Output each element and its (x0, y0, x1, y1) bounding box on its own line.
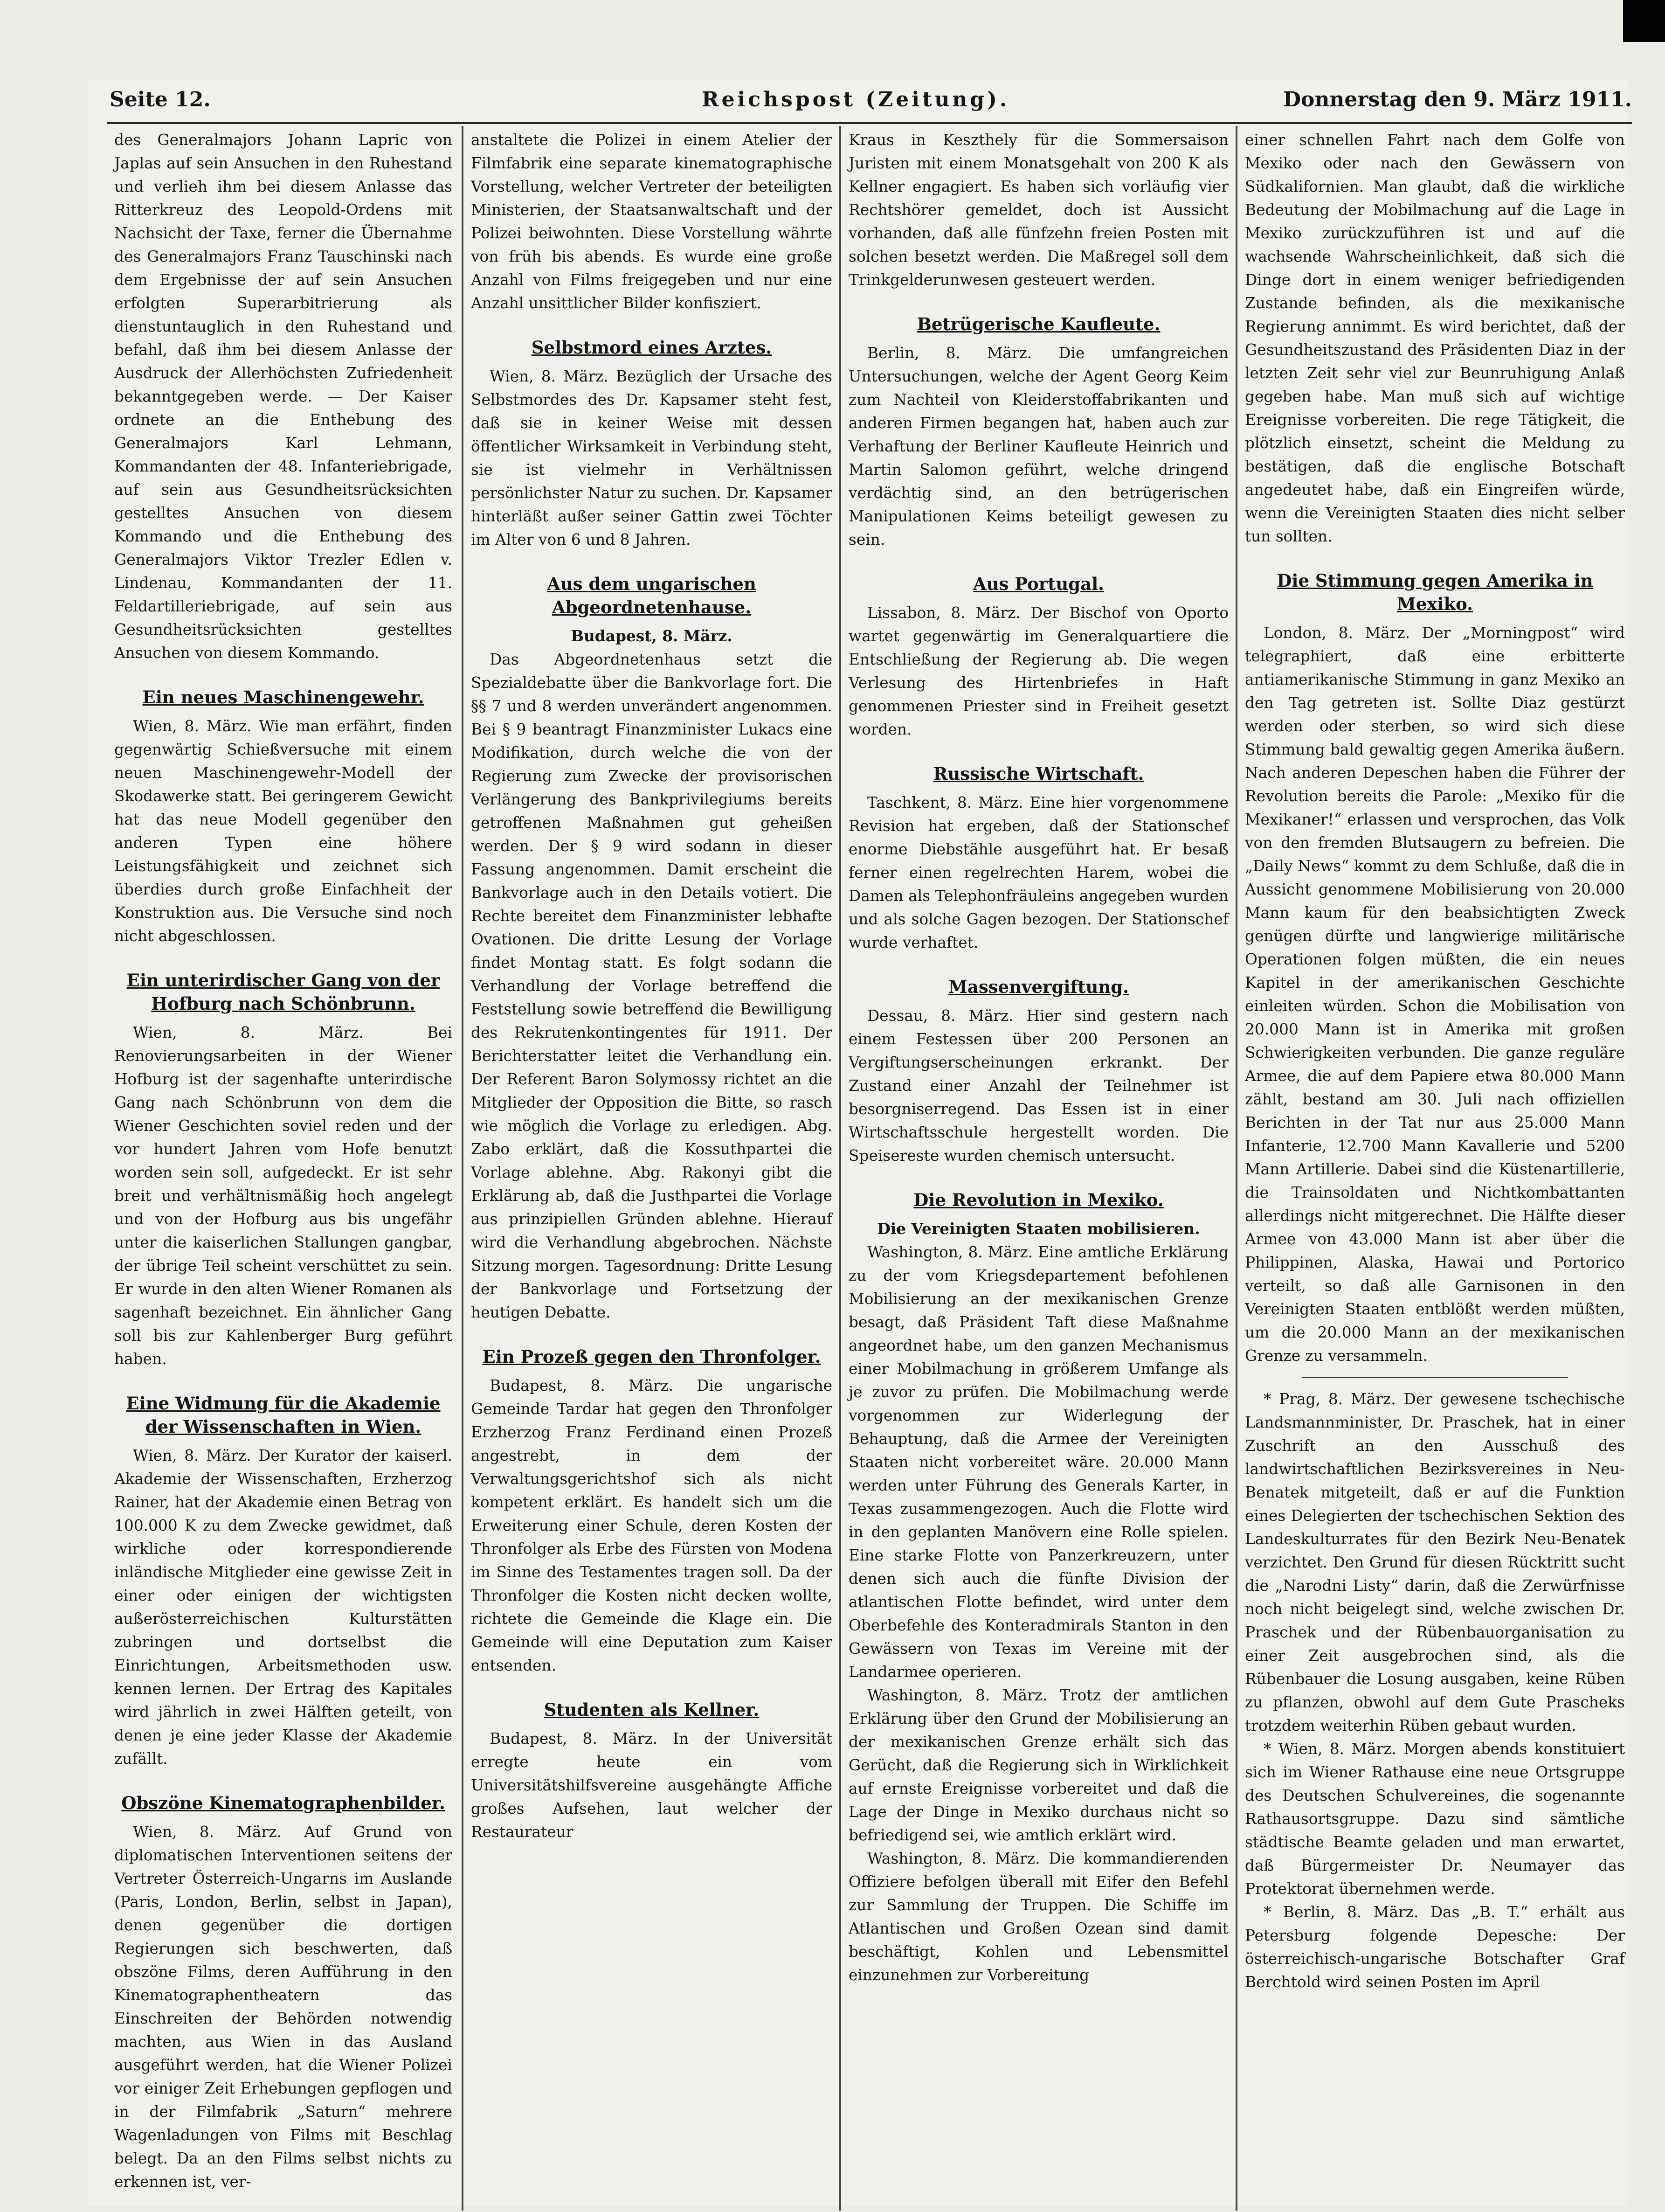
article-text: Wien, 8. März. Bei Renovierungsarbeiten in der Wiener Hofburg ist der sagenhafte unterirdische Gang nach Schönbrunn von dem die Wiener Geschichten soviel reden und der vor hundert Jahren vom Hofe benutzt worden sein soll, aufgedeckt. Er ist sehr breit und verhältnismäßig hoch angelegt und von der Hofburg aus bis ungefähr unter die kaiserlichen Stallungen gangbar, der übrige Teil scheint verschüttet zu sein. Er wurde in den alten Wiener Romanen als sagenhaft bezeichnet. Ein ähnlicher Gang soll bis zur Kahlenberger Burg geführt haben. (114, 1024, 452, 1368)
article-text: Washington, 8. März. Trotz der amtlichen Erklärung über den Grund der Mobilisierung an der mexikanischen Grenze erhält sich das Gerücht, daß die Regierung sich in Wirklichkeit auf ernste Ereignisse vorbereitet und daß die Lage der Dinge in Mexiko durchaus nicht so befriedigend sei, wie amtlich erklärt wird. (849, 1686, 1229, 1844)
article-heading: Ein neues Maschinengewehr. (142, 687, 424, 707)
article-text: * Berlin, 8. März. Das „B. T.“ erhält aus Petersburg folgende Depesche: Der österreichisch-ungarische Botschafter Graf Berchtold wird seinen Posten im April (1245, 1903, 1625, 1991)
article-heading: Betrügerische Kaufleute. (917, 314, 1161, 334)
article-text: * Wien, 8. März. Morgen abends konstituiert sich im Wiener Rathause eine neue Ortsgruppe des Deutschen Schulvereines, die sogenannte Rathausortsgruppe. Dazu sind sämtliche städtische Beamte geladen und man erwartet, daß Bürgermeister Dr. Neumayer das Protektorat übernehmen werde. (1245, 1740, 1625, 1898)
article-heading: Massenvergiftung. (948, 977, 1129, 997)
article-subheading: Die Vereinigten Staaten mobilisieren. (877, 1220, 1200, 1238)
column-3 (849, 128, 1229, 1987)
article-text: anstaltete die Polizei in einem Atelier der Filmfabrik eine separate kinematographische Vorstellung, welcher Vertreter der beteiligten Ministerien, der Staatsanwaltschaft und der Polizei beiwohnten. Diese Vorstellung währte von früh bis abends. Es wurde eine große Anzahl von Films freigegeben und nur eine Anzahl unsittlicher Bilder konfisziert. (471, 131, 832, 312)
page-header (110, 83, 1632, 120)
article-text: Berlin, 8. März. Die umfangreichen Untersuchungen, welche der Agent Georg Keim zum Nachteil von Kleiderstoffabrikanten und anderen Firmen begangen hat, haben auch zur Verhaftung der Berliner Kaufleute Heinrich und Martin Salomon geführt, welche dringend verdächtig sind, an den betrügerischen Manipulationen Keims beteiligt gewesen zu sein. (849, 344, 1229, 548)
header-rule (107, 122, 1632, 124)
article-text: Taschkent, 8. März. Eine hier vorgenommene Revision hat ergeben, daß der Stationschef enorme Diebstähle ausgeführt hat. Er besaß ferner einen regelrechten Harem, wobei die Damen als Telephonfräuleins angegeben wurden und als solche Gagen bezogen. Der Stationschef wurde verhaftet. (849, 794, 1229, 951)
article-heading: Aus Portugal. (973, 574, 1105, 594)
article-text: * Prag, 8. März. Der gewesene tschechische Landsmannminister, Dr. Praschek, hat in einer Zuschrift an den Ausschuß des landwirtschaftlichen Bezirksvereines in Neu-Benatek mitgeteilt, daß er auf die Funktion eines Delegierten der tschechischen Sektion des Landeskulturrates für den Bezirk Neu-Benatek verzichtet. Den Grund für diesen Rücktritt sucht die „Narodni Listy“ darin, daß die Zerwürfnisse noch nicht beigelegt sind, welche zwischen Dr. Praschek und der Rübenbauorganisation zu einer Zeit ausgebrochen sind, als die Rübenbauer die Losung ausgaben, keine Rüben zu pflanzen, obwohl auf dem Gute Prascheks trotzdem weiterhin Rüben gebaut wurden. (1245, 1390, 1625, 1734)
column-4 (1245, 128, 1625, 1994)
article-text: Das Abgeordnetenhaus setzt die Spezialdebatte über die Bankvorlage fort. Die §§ 7 und 8 werden unverändert angenommen. Bei § 9 beantragt Finanzminister Lukacs eine Modifikation, durch welche die von der Regierung zum Zwecke der provisorischen Verlängerung des Bankprivilegiums bereits getroffenen Maßnahmen gut geheißen werden. Der § 9 wird sodann in dieser Fassung angenommen. Damit erscheint die Bankvorlage auch in den Details votiert. Die Rechte bereitet dem Finanzminister lebhafte Ovationen. Die dritte Lesung der Vorlage findet Montag statt. Es folgt sodann die Verhandlung der Vorlage betreffend die Feststellung sowie betreffend die Bewilligung des Rekrutenkontingentes für 1911. Der Berichterstatter leitet die Verhandlung ein. Der Referent Baron Solymossy richtet an die Mitglieder der Opposition die Bitte, so rasch wie möglich die Vorlage zu erledigen. Abg. Zabo erklärt, daß die Kossuthpartei die Vorlage ablehne. Abg. Rakonyi gibt die Erklärung ab, daß die Justhpartei die Vorlage aus prinzipiellen Gründen ablehne. Hierauf wird die Verhandlung abgebrochen. Nächste Sitzung morgen. Tagesordnung: Dritte Lesung der Bankvorlage und Fortsetzung der heutigen Debatte. (471, 651, 832, 1321)
article-text: Dessau, 8. März. Hier sind gestern nach einem Festessen über 200 Personen an Vergiftungserscheinungen erkrankt. Der Zustand einer Anzahl der Teilnehmer ist besorgniserregend. Das Essen ist in einer Wirtschaftsschule hergestellt worden. Die Speisereste wurden chemisch untersucht. (849, 1007, 1229, 1165)
dateline: Budapest, 8. März. (571, 627, 732, 645)
column-2 (471, 128, 832, 1844)
article-heading: Ein Prozeß gegen den Thronfolger. (482, 1346, 821, 1367)
article-text: Washington, 8. März. Eine amtliche Erklärung zu der vom Kriegsdepartement befohlenen Mobilisierung an der mexikanischen Grenze besagt, daß Präsident Taft diese Maßnahme angeordnet habe, um den ganzen Mechanismus einer Mobilmachung in größerem Umfange als je zuvor zu prüfen. Die Mobilmachung werde vorgenommen zur Widerlegung der Behauptung, daß die Armee der Vereinigten Staaten nicht vorbereitet wäre. 20.000 Mann werden unter Führung des Generals Karter, in Texas zusammengezogen. Auch die Flotte wird in den geplanten Manövern eine Rolle spielen. Eine starke Flotte von Panzerkreuzern, unter denen sich auch die fünfte Division der atlantischen Flotte befindet, wird unter dem Oberbefehle des Konteradmirals Stanton in den Gewässern von Texas im Vereine mit der Landarmee operieren. (849, 1243, 1229, 1681)
article-heading: Studenten als Kellner. (544, 1699, 760, 1720)
section-divider (1302, 1377, 1568, 1378)
article-text: einer schnellen Fahrt nach dem Golfe von Mexiko oder nach den Gewässern von Südkalifornien. Man glaubt, daß die wirkliche Bedeutung der Mobilmachung auf die Lage in Mexiko zurückzuführen ist und auf die wachsende Wahrscheinlichkeit, daß sich die Dinge dort in einem weniger befriedigenden Zustande befinden, als die mexikanische Regierung annimmt. Es wird berichtet, daß der Gesundheitszustand des Präsidenten Diaz in der letzten Zeit sehr viel zur Beunruhigung Anlaß gegeben habe. Man muß sich auf wichtige Ereignisse vorbereiten. Die rege Tätigkeit, die plötzlich einsetzt, scheint die Meldung zu bestätigen, daß die englische Botschaft angedeutet habe, daß ein Eingreifen würde, wenn die Vereinigten Staaten dies nicht selber tun sollten. (1245, 131, 1625, 545)
article-text: Kraus in Keszthely für die Sommersaison Juristen mit einem Monatsgehalt von 200 K als Kellner engagiert. Es haben sich vorläufig vier Rechtshörer gemeldet, doch ist Aussicht vorhanden, daß alle fünfzehn freien Posten mit solchen besetzt werden. Die Maßregel soll dem Trinkgelderunwesen gesteuert werden. (849, 131, 1229, 289)
article-text: London, 8. März. Der „Morningpost“ wird telegraphiert, daß eine erbitterte antiamerikanische Stimmung in ganz Mexiko an den Tag getreten ist. Sollte Diaz gestürzt werden oder sterben, so wird sich diese Stimmung bald gewaltig gegen Amerika äußern. Nach anderen Depeschen haben die Führer der Revolution bereits die Parole: „Mexiko für die Mexikaner!“ erlassen und versprochen, das Volk von den fremden Blutsaugern zu befreien. Die „Daily News“ kommt zu dem Schluße, daß die in Aussicht genommene Mobilisierung von 20.000 Mann kaum für den beabsichtigten Zweck genügen dürfte und langwierige militärische Operationen folgen müßten, die ein neues Kapitel in der amerikanischen Geschichte einleiten würden. Schon die Mobilisation von 20.000 Mann ist in Amerika mit großen Schwierigkeiten verbunden. Die ganze reguläre Armee, die auf dem Papiere etwa 80.000 Mann zählt, bestand am 30. Juli nach offiziellen Berichten in der Tat nur aus 25.000 Mann Infanterie, 12.700 Mann Kavallerie und 5200 Mann Artillerie. Dabei sind die Küstenartillerie, die Trainsoldaten und Nichtkombattanten allerdings nicht mitgerechnet. Die Hälfte dieser Armee von 43.000 Mann ist aber über die Philippinen, Alaska, Hawai und Portorico verteilt, so daß alle Garnisonen in den Vereinigten Staaten entblößt werden müßten, um die 20.000 Mann an der mexikanischen Grenze zu versammeln. (1245, 624, 1625, 1365)
article-text: Wien, 8. März. Bezüglich der Ursache des Selbstmordes des Dr. Kapsamer steht fest, daß sie in keiner Weise mit dessen öffentlicher Wirksamkeit in Verbindung steht, sie ist vielmehr in Verhältnissen persönlichster Natur zu suchen. Dr. Kapsamer hinterläßt außer seiner Gattin zwei Töchter im Alter von 6 und 8 Jahren. (471, 368, 832, 548)
newspaper-title: Reichspost (Zeitung). (702, 88, 1010, 111)
article-text: Wien, 8. März. Auf Grund von diplomatischen Interventionen seitens der Vertreter Österreich-Ungarns im Auslande (Paris, London, Berlin, selbst in Japan), denen gegenüber die dortigen Regierungen sich beschwerten, daß obszöne Films, deren Aufführung in den Kinematographentheatern das Einschreiten der Behörden notwendig machten, aus Wien in das Ausland ausgeführt werden, hat die Wiener Polizei vor einiger Zeit Erhebungen gepflogen und in der Filmfabrik „Saturn“ mehrere Wagenladungen von Films mit Beschlag belegt. Da an den Films selbst nichts zu erkennen ist, ver- (114, 1823, 452, 2191)
article-text: Lissabon, 8. März. Der Bischof von Oporto wartet gegenwärtig im Generalquartiere die Entschließung der Regierung ab. Die wegen Verlesung des Hirtenbriefes in Haft genommenen Priester sind in Freiheit gesetzt worden. (849, 604, 1229, 738)
column-separator (462, 126, 463, 2211)
column-separator (839, 126, 841, 2211)
column-separator (1236, 126, 1237, 2211)
article-heading: Die Revolution in Mexiko. (913, 1190, 1164, 1210)
scan-corner-mark (1623, 0, 1665, 42)
article-text: Wien, 8. März. Wie man erfährt, finden gegenwärtig Schießversuche mit einem neuen Maschinengewehr-Modell der Skodawerke statt. Bei geringerem Gewicht hat das neue Modell gegenüber den anderen Typen eine höhere Leistungsfähigkeit und zeichnet sich überdies durch große Einfachheit der Konstruktion aus. Die Versuche sind noch nicht abgeschlossen. (114, 717, 452, 945)
article-heading: Die Stimmung gegen Amerika in Mexiko. (1277, 570, 1593, 614)
column-1 (114, 128, 452, 2193)
article-heading: Obszöne Kinematographenbilder. (121, 1793, 445, 1813)
article-text: des Generalmajors Johann Lapric von Japlas auf sein Ansuchen in den Ruhestand und verlieh ihm bei diesem Anlasse das Ritterkreuz des Leopold-Ordens mit Nachsicht der Taxe, ferner die Übernahme des Generalmajors Franz Tauschinski nach dem Ergebnisse der auf sein Ansuchen erfolgten Superarbitrierung als dienstuntauglich in den Ruhestand und befahl, daß ihm bei diesem Anlasse der Ausdruck der Allerhöchsten Zufriedenheit bekanntgegeben werde. — Der Kaiser ordnete an die Enthebung des Generalmajors Karl Lehmann, Kommandanten der 48. Infanteriebrigade, auf sein aus Gesundheitsrücksichten gestelltes Ansuchen von diesem Kommando und die Enthebung des Generalmajors Viktor Trezler Edlen v. Lindenau, Kommandanten der 11. Feldartilleriebrigade, auf sein aus Gesundheitsrücksichten gestelltes Ansuchen von diesem Kommando. (114, 131, 452, 662)
article-heading: Eine Widmung für die Akademie der Wissenschaften in Wien. (126, 1393, 441, 1437)
article-text: Wien, 8. März. Der Kurator der kaiserl. Akademie der Wissenschaften, Erzherzog Rainer, hat der Akademie einen Betrag von 100.000 K zu dem Zwecke gewidmet, daß wirkliche oder korrespondierende inländische Mitglieder eine gewisse Zeit in einer oder einigen der wichtigsten außerösterreichischen Kulturstätten zubringen und dortselbst die Einrichtungen, Arbeitsmethoden usw. kennen lernen. Der Ertrag des Kapitales wird jährlich in zwei Hälften geteilt, von denen je eine jeder Klasse der Akademie zufällt. (114, 1447, 452, 1768)
article-text: Budapest, 8. März. In der Universität erregte heute ein vom Universitätshilfsvereine ausgehängte Affiche großes Aufsehen, laut welcher der Restaurateur (471, 1730, 832, 1841)
issue-date: Donnerstag den 9. März 1911. (1283, 88, 1632, 111)
page-number: Seite 12. (110, 88, 211, 111)
article-text: Budapest, 8. März. Die ungarische Gemeinde Tardar hat gegen den Thronfolger Erzherzog Franz Ferdinand einen Prozeß angestrebt, in dem der Verwaltungsgerichtshof sich als nicht kompetent erklärt. Es handelt sich um die Erweiterung einer Schule, deren Kosten der Thronfolger als Erbe des Fürsten von Modena im Sinne des Testamentes tragen soll. Da der Thronfolger die Kosten nicht decken wollte, richtete die Gemeinde die Klage ein. Die Gemeinde will eine Deputation zum Kaiser entsenden. (471, 1377, 832, 1674)
article-heading: Selbstmord eines Arztes. (531, 337, 772, 358)
article-heading: Ein unterirdischer Gang von der Hofburg nach Schönbrunn. (126, 970, 440, 1014)
article-heading: Russische Wirtschaft. (933, 763, 1144, 784)
article-text: Washington, 8. März. Die kommandierenden Offiziere befolgen überall mit Eifer den Befehl zur Sammlung der Truppen. Die Schiffe im Atlantischen und Großen Ozean sind damit beschäftigt, Kohlen und Lebensmittel einzunehmen zur Vorbereitung (849, 1850, 1229, 1984)
article-heading: Aus dem ungarischen Abgeordnetenhause. (547, 574, 756, 617)
